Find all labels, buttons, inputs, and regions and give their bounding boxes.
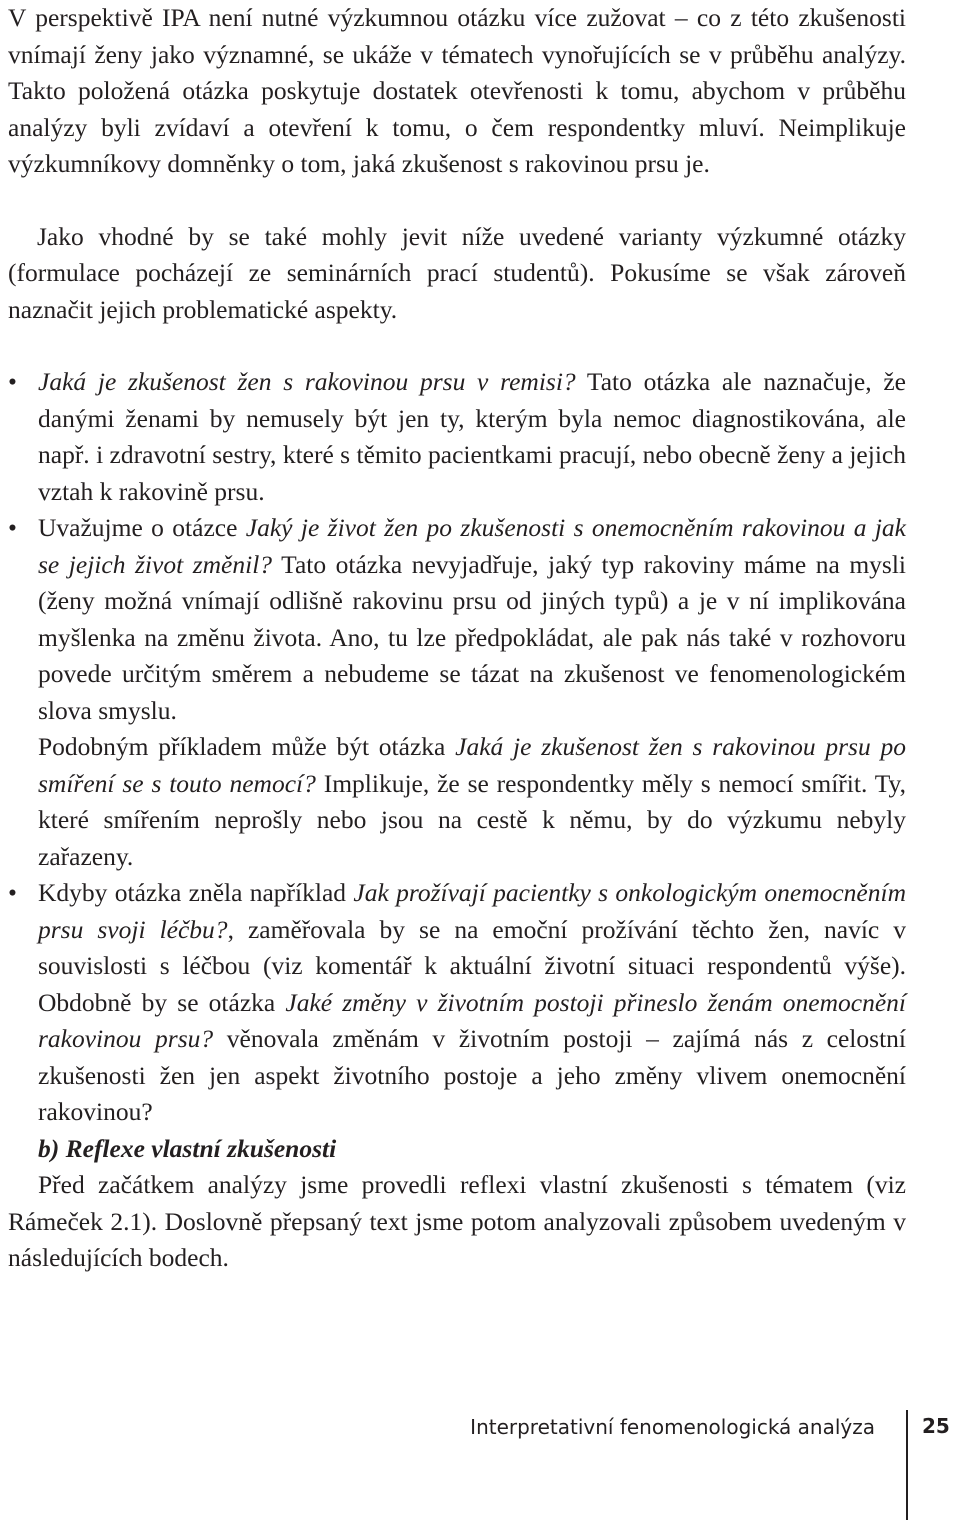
comment-text: Implikuje, že se respondentky měly s nemocí smířit. Ty, které smířením neprošly nebo jsou na cestě k němu, by do výzkumu nebyly zařazeny. bbox=[38, 768, 906, 871]
paragraph-reflection: Před začátkem analýzy jsme provedli reflexi vlastní zkušenosti s tématem (viz Rámeček 2.1). Doslovně přepsaný text jsme potom analyzovali způsobem uvedeným v následujících bodech. bbox=[8, 1170, 906, 1272]
comment-text: věnovala změnám v životním postoji – zajímá nás z celostní zkušenosti žen jen aspekt životního postoje a jeho změny vlivem onemocnění rakovinou? bbox=[38, 1024, 906, 1126]
list-item bbox=[8, 875, 906, 1131]
paragraph-alternative-questions: Jako vhodné by se také mohly jevit níže uvedené varianty výzkumné otázky (formulace pocházejí ze seminárních prací studentů). Pokusíme se však zároveň naznačit jejich problematické aspekty. bbox=[8, 221, 906, 324]
intro-text: Uvažujme o otázce bbox=[38, 513, 246, 542]
list-item-text bbox=[38, 510, 906, 875]
bullet-icon: • bbox=[8, 513, 17, 542]
example-question: Jaký je život žen po zkušenosti s onemocněním rakovinou a jak se jejich život změnil? bbox=[38, 513, 906, 579]
list-item bbox=[8, 364, 906, 510]
paragraph-ipa-question: V perspektivě IPA není nutné výzkumnou otázku více zužovat – co z této zkušenosti vnímají ženy jako významné, se ukáže v tématech vynořujících se v průběhu analýzy. Takto položená otázka poskytuje dostatek otevřenosti k tomu, abychom v průběhu analýzy byli zvídaví a otevření k tomu, o čem respondentky mluví. Neimplikuje výzkumníkovy domněnky o tom, jaká zkušenost s rakovinou prsu je. bbox=[8, 3, 906, 178]
example-question: Jaká je zkušenost žen s rakovinou prsu po smíření se s touto nemocí? bbox=[38, 732, 906, 798]
footer-divider bbox=[906, 1410, 908, 1520]
page-number: 25 bbox=[922, 1414, 950, 1438]
continuation-text: Podobným příkladem může být otázka Jaká je zkušenost žen s rakovinou prsu po smíření se s touto nemocí? Implikuje, že se respondentky měly s nemocí smířit. Ty, které smířením neprošly nebo jsou na cestě k němu, by do výzkumu nebyly zařazeny. bbox=[38, 732, 906, 871]
bullet-icon: • bbox=[8, 878, 17, 907]
intro-text: Kdyby otázka zněla například bbox=[38, 878, 354, 907]
example-question: Jak prožívají pacientky s onkologickým onemocněním prsu svoji léčbu? bbox=[38, 878, 906, 944]
question-variants-list bbox=[8, 364, 906, 1131]
example-question: Jaká je zkušenost žen s rakovinou prsu v remisi? bbox=[38, 367, 576, 396]
list-item-text bbox=[38, 364, 906, 510]
bullet-icon: • bbox=[8, 367, 17, 396]
example-question: Jaké změny v životním postoji přineslo ženám onemocnění rakovinou prsu? bbox=[38, 987, 906, 1053]
running-title: Interpretativní fenomenologická analýza bbox=[470, 1415, 875, 1439]
page-body bbox=[8, 0, 906, 1277]
comment-text: Tato otázka nevyjadřuje, jaký typ rakoviny máme na mysli (ženy možná vnímají odlišně rakovinu prsu od jiných typů) a je v ní implikována myšlenka na změnu života. Ano, tu lze předpokládat, ale pak nás také v rozhovoru povede určitým směrem a nebudeme se tázat na zkušenost ve fenomenologickém slova smyslu. bbox=[38, 549, 907, 725]
list-item bbox=[8, 510, 906, 875]
page-footer bbox=[0, 1410, 960, 1520]
section-heading: b) Reflexe vlastní zkušenosti bbox=[38, 1133, 337, 1163]
comment-text: Tato otázka ale naznačuje, že danými ženami by nemusely být jen ty, kterým byla nemoc diagnostikována, ale např. i zdravotní sestry, které s těmito pacientkami pracují, nebo obecně ženy a jejich vztah k rakovině prsu. bbox=[38, 367, 906, 506]
comment-text: , zaměřovala by se na emoční prožívání těchto žen, navíc v souvislosti s léčbou (viz komentář k aktuální životní situaci respondentů výše). Obdobně by se otázka bbox=[38, 914, 907, 1017]
list-item-text bbox=[38, 875, 906, 1131]
